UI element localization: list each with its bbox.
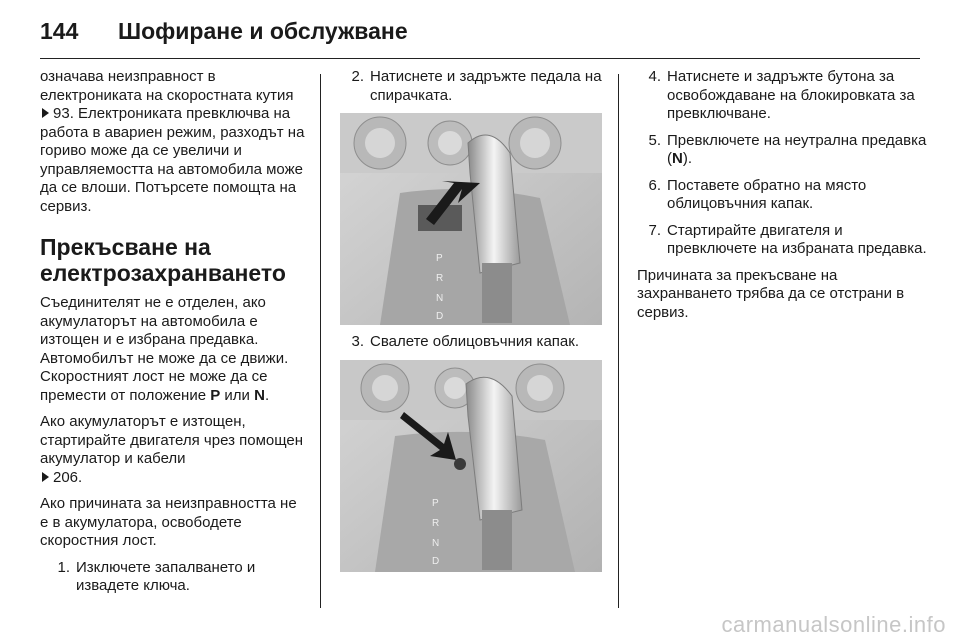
page-reference[interactable]: 206 <box>53 468 79 486</box>
list-item <box>637 68 927 124</box>
paragraph-text: или <box>220 386 255 404</box>
watermark: carmanualsonline.info <box>721 612 946 637</box>
page-reference-icon <box>42 108 49 118</box>
svg-text:N: N <box>432 537 440 549</box>
svg-text:R: R <box>432 517 440 529</box>
step-text-part: Превключете на неутрална предавка ( <box>667 131 927 167</box>
page-reference-icon <box>42 472 49 482</box>
svg-text:D: D <box>432 555 440 567</box>
svg-text:R: R <box>436 273 444 284</box>
step-number: 2. <box>351 68 364 85</box>
svg-text:P: P <box>436 253 443 264</box>
paragraph-text: Ако акумулаторът е изтощен, стартирайте двигателя чрез помощен акумулатор и кабели <box>40 413 304 467</box>
paragraph: Ако причината за неизправността не е в акумулатора, освободете скоростния лост. <box>40 495 297 549</box>
gear-p-label: P <box>210 386 221 404</box>
step-text: Стартирайте двигателя и превключете на избраната предавка. <box>667 221 927 257</box>
page-number: 144 <box>40 18 79 44</box>
closing-paragraph: Причината за прекъсване на захранването трябва да се отстрани в сервиз. <box>637 266 905 321</box>
step-number: 3. <box>351 333 364 350</box>
column-3 <box>637 68 927 330</box>
step-text: Натиснете и задръжте бутона за освобождаване на блокировката за превключване. <box>667 68 915 122</box>
page-reference[interactable]: 93 <box>53 105 70 122</box>
step-text: Изключете запалването и извадете ключа. <box>76 558 256 594</box>
section-heading: Прекъсване на електрозахранването <box>40 234 286 286</box>
svg-text:P: P <box>432 497 439 509</box>
list-item <box>40 559 308 596</box>
paragraph <box>40 294 308 405</box>
page-header <box>40 18 408 48</box>
step-text-part: ). <box>682 150 693 167</box>
intro-text: означава неизправност в електрониката на скоростната кутия <box>40 68 294 104</box>
chapter-title: Шофиране и обслужване <box>118 18 408 44</box>
gear-lever-photo-brake <box>340 113 602 325</box>
list-item <box>637 132 927 169</box>
column-2 <box>340 68 602 580</box>
gear-lever-photo-cover <box>340 360 602 572</box>
list-item <box>637 222 927 259</box>
svg-text:N: N <box>436 293 444 304</box>
step-text: Натиснете и задръжте педала на спирачката. <box>370 68 602 104</box>
list-item <box>340 68 602 105</box>
paragraph <box>40 413 308 487</box>
step-text: Свалете облицовъчния капак. <box>370 333 579 350</box>
column-divider <box>618 74 619 608</box>
step-number: 1. <box>57 558 70 576</box>
step-text: Поставете обратно на място облицовъчния капак. <box>667 176 867 212</box>
column-1 <box>40 68 308 604</box>
paragraph-text: Съединителят не е отделен, ако акумулаторът на автомобила е изтощен и е избрана предавка. Автомобилът не може да се движи. Скоростният лост не може да се премести от положение <box>40 294 289 404</box>
intro-paragraph <box>40 68 308 216</box>
header-rule <box>40 58 920 59</box>
paragraph-text: . <box>264 386 270 404</box>
step-number: 6. <box>648 176 661 194</box>
intro-text-rest: . Електрониката превключва на работа в авариен режим, разходът на гориво може да се увеличи и управляемостта на автомобила може да се влоши. Потърсете помощта на сервиз. <box>40 105 305 215</box>
list-item <box>340 333 602 352</box>
svg-text:D: D <box>436 311 444 322</box>
step-number: 5. <box>648 131 661 149</box>
paragraph-text: . <box>78 468 83 486</box>
list-item <box>637 177 927 214</box>
step-text <box>667 132 927 169</box>
step-number: 7. <box>648 221 661 239</box>
gear-n-label: N <box>254 386 265 404</box>
gear-n-label: N <box>672 150 683 167</box>
column-divider <box>320 74 321 608</box>
step-number: 4. <box>648 68 661 85</box>
